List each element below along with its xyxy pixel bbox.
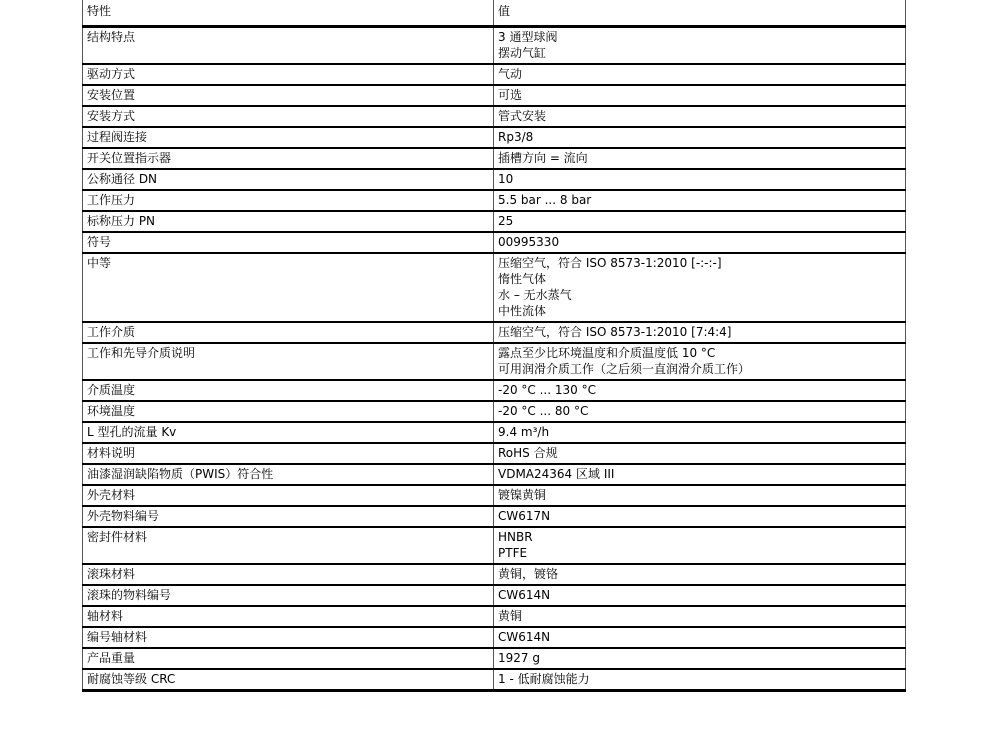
value-cell: 1927 g: [494, 648, 906, 669]
table-row: [83, 27, 906, 65]
property-cell: 外壳物料编号: [83, 506, 494, 527]
table-header-row: [83, 0, 906, 27]
property-cell: 滚珠的物料编号: [83, 585, 494, 606]
value-cell: Rp3/8: [494, 127, 906, 148]
table-row: [83, 506, 906, 527]
table-row: [83, 190, 906, 211]
table-row: [83, 443, 906, 464]
value-cell: CW614N: [494, 585, 906, 606]
value-cell: 1 - 低耐腐蚀能力: [494, 669, 906, 691]
spec-table: [82, 0, 906, 692]
property-cell: L 型孔的流量 Kv: [83, 422, 494, 443]
table-row: [83, 606, 906, 627]
table-row: [83, 253, 906, 322]
property-cell: 轴材料: [83, 606, 494, 627]
property-cell: 驱动方式: [83, 64, 494, 85]
property-cell: 环境温度: [83, 401, 494, 422]
table-row: [83, 343, 906, 380]
value-cell: VDMA24364 区域 III: [494, 464, 906, 485]
property-cell: 过程阀连接: [83, 127, 494, 148]
value-cell: 露点至少比环境温度和介质温度低 10 °C 可用润滑介质工作（之后须一直润滑介质工作）: [494, 343, 906, 380]
table-row: [83, 148, 906, 169]
property-cell: 公称通径 DN: [83, 169, 494, 190]
table-row: [83, 127, 906, 148]
property-cell: 安装位置: [83, 85, 494, 106]
property-cell: 编号轴材料: [83, 627, 494, 648]
value-cell: 3 通型球阀 摆动气缸: [494, 27, 906, 65]
table-row: [83, 648, 906, 669]
value-cell: 00995330: [494, 232, 906, 253]
table-row: [83, 627, 906, 648]
table-row: [83, 64, 906, 85]
table-row: [83, 322, 906, 343]
property-cell: 外壳材料: [83, 485, 494, 506]
table-row: [83, 669, 906, 691]
property-cell: 工作介质: [83, 322, 494, 343]
table-row: [83, 401, 906, 422]
value-cell: 黄铜: [494, 606, 906, 627]
property-cell: 工作压力: [83, 190, 494, 211]
value-cell: 管式安装: [494, 106, 906, 127]
value-cell: 压缩空气，符合 ISO 8573-1:2010 [7:4:4]: [494, 322, 906, 343]
table-row: [83, 232, 906, 253]
property-cell: 材料说明: [83, 443, 494, 464]
property-cell: 介质温度: [83, 380, 494, 401]
property-cell: 密封件材料: [83, 527, 494, 564]
value-cell: 10: [494, 169, 906, 190]
table-row: [83, 564, 906, 585]
value-cell: 5.5 bar ... 8 bar: [494, 190, 906, 211]
value-cell: CW614N: [494, 627, 906, 648]
value-cell: 9.4 m³/h: [494, 422, 906, 443]
property-cell: 产品重量: [83, 648, 494, 669]
table-row: [83, 585, 906, 606]
property-cell: 耐腐蚀等级 CRC: [83, 669, 494, 691]
property-cell: 结构特点: [83, 27, 494, 65]
value-cell: CW617N: [494, 506, 906, 527]
table-row: [83, 485, 906, 506]
column-header-value: 值: [494, 0, 906, 27]
value-cell: RoHS 合规: [494, 443, 906, 464]
value-cell: 镀镍黄铜: [494, 485, 906, 506]
spec-table-body: [83, 27, 906, 691]
value-cell: 可选: [494, 85, 906, 106]
column-header-property: 特性: [83, 0, 494, 27]
property-cell: 符号: [83, 232, 494, 253]
value-cell: 黄铜，镀铬: [494, 564, 906, 585]
value-cell: 气动: [494, 64, 906, 85]
value-cell: HNBR PTFE: [494, 527, 906, 564]
property-cell: 安装方式: [83, 106, 494, 127]
property-cell: 开关位置指示器: [83, 148, 494, 169]
value-cell: 压缩空气，符合 ISO 8573-1:2010 [-:-:-] 惰性气体 水 – 无水蒸气 中性流体: [494, 253, 906, 322]
value-cell: 25: [494, 211, 906, 232]
table-row: [83, 422, 906, 443]
value-cell: 插槽方向 = 流向: [494, 148, 906, 169]
table-row: [83, 211, 906, 232]
table-row: [83, 527, 906, 564]
table-row: [83, 464, 906, 485]
property-cell: 滚珠材料: [83, 564, 494, 585]
table-row: [83, 85, 906, 106]
property-cell: 工作和先导介质说明: [83, 343, 494, 380]
value-cell: -20 °C ... 130 °C: [494, 380, 906, 401]
property-cell: 中等: [83, 253, 494, 322]
value-cell: -20 °C ... 80 °C: [494, 401, 906, 422]
table-row: [83, 380, 906, 401]
table-row: [83, 106, 906, 127]
property-cell: 油漆湿润缺陷物质（PWIS）符合性: [83, 464, 494, 485]
table-row: [83, 169, 906, 190]
spec-sheet: [82, 0, 905, 692]
property-cell: 标称压力 PN: [83, 211, 494, 232]
